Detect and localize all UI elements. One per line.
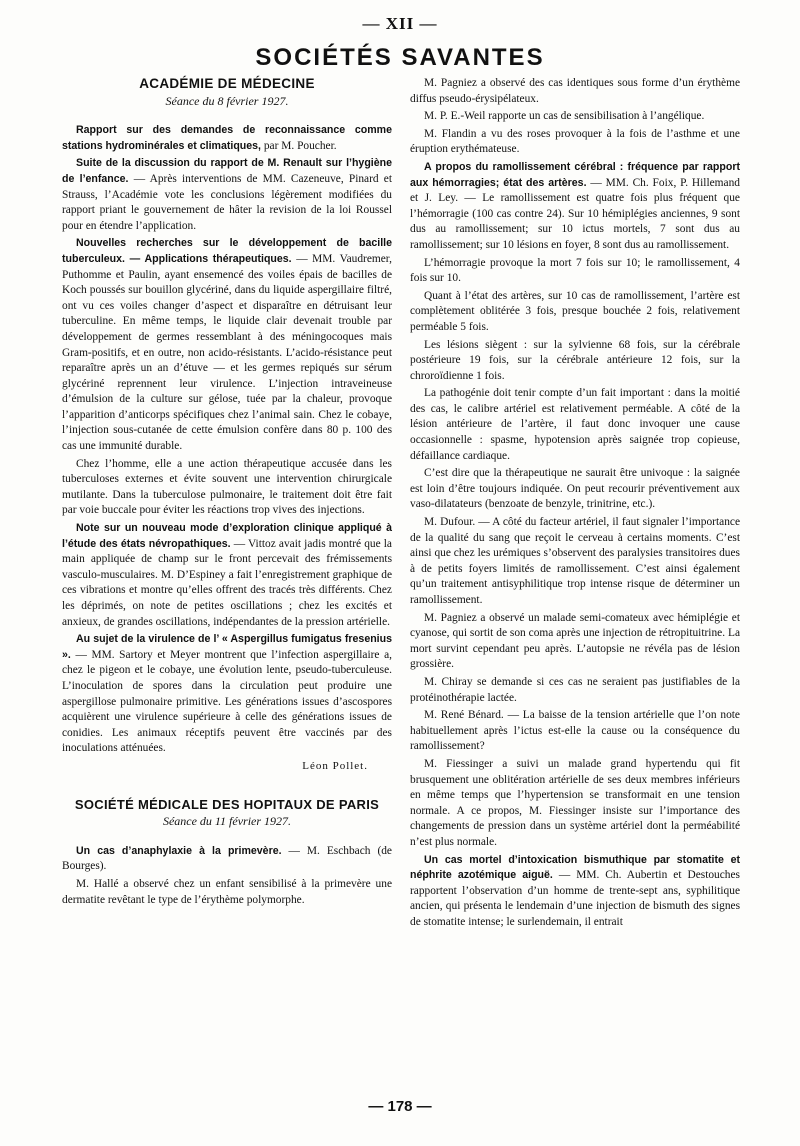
paragraph-heading: A propos du ramollissement cérébral : fréquence par rapport aux hémorragies; état des artères. [410,160,740,189]
paragraph [62,156,392,234]
paragraph: Les lésions siègent : sur la sylvienne 68 fois, sur la cérébrale postérieure 19 fois, sur la cérébrale antérieure 12 fois, sur la chroroïdienne 1 fois. [410,338,740,382]
signature: Léon Pollet. [302,759,368,772]
paragraph [410,853,740,931]
paragraph: M. René Bénard. — La baisse de la tension artérielle que l’on note habituellement après l’ictus est-elle la cause ou la conséquence du ramollissement? [410,709,740,753]
paragraph: M. Fiessinger a suivi un malade grand hypertendu qui fit brusquement une oblitération artérielle de ses deux membres inférieurs en même temps que l’hypertension se transformait en une tension normale. A ce propos, M. Fiessinger insiste sur l’importance des changements de pression dans un système artériel dont la perméabilité n’est plus normale. [410,757,740,848]
paragraph-heading: Nouvelles recherches sur le développement de bacille tuberculeux. — Applications thérapeutiques. [62,237,392,265]
paragraph-heading: Rapport sur des demandes de reconnaissance comme stations hydrominérales et climatiques, [62,124,392,152]
paragraph [62,123,392,154]
page-number-top: — XII — [362,14,438,33]
paragraph-text: M. Hallé a observé chez un enfant sensibilisé à la primevère une dermatite revêtant le type de l’érythème polymorphe. [62,877,392,906]
section-heading-academie: ACADÉMIE DE MÉDECINE [139,76,315,91]
section-heading-hopitaux: SOCIÉTÉ MÉDICALE DES HOPITAUX DE PARIS [74,796,380,812]
paragraph: M. Flandin a vu des roses provoquer à la fois de l’asthme et une éruption erythémateuse. [410,127,740,156]
paragraph-text: — MM. Vaudremer, Puthomme et Paulin, ayant ensemencé des voiles épais de bacilles de Koch poussés sur bouillon glycériné, dans du liquide aspergillaire filtré, ont vu ces voiles changer d’aspect et disparaître en détruisant leur tuberculine. En même temps, le liquide clair devenait trouble par développement de germes ressemblant à des méningocoques mais Gram-positifs, et en outre, non acido-résistants. L’acido-résistance peut reparaître après un an d’étuve — et les germes repiqués sur sérum glycériné reprennent leur virulence. L’injection intraveineuse d’émulsion de la culture sur gélose, tuée par la chaleur, provoque l’apparition d’anticorps spécifiques chez l’animal sain. Chez le cobaye, l’injection sous-cutanée de cette émulsion confère dans 80 p. 100 des cas une immunité durable. [62,252,392,453]
paragraph-text: — Après interventions de MM. Cazeneuve, Pinard et Strauss, l’Académie vote les conclusions légèrement modifiées du rapport priant le gouvernement de hâter la revision de la loi Roussel pour en étendre l’application. [62,172,392,232]
paragraph: M. Pagniez a observé des cas identiques sous forme d’un érythème diffus pseudo-érysipélateux. [410,77,740,105]
paragraph-heading: Suite de la discussion du rapport de M. Renault sur l’hygiène de l’enfance. [62,157,392,185]
paragraph-text: par M. Poucher. [261,139,337,152]
paragraph-text: — MM. Ch. Foix, P. Hillemand et J. Ley. — Le ramollissement est quatre fois plus fréquent que l’hémorragie (100 cas contre 24). Sur 10 hémiplégies anciennes, 9 sont dus au ramollissement; sur 10 ictus mortels, 7 sont dus au ramollissement; sur 10 lésions en foyer, 8 sont dus au ramollissement. [410,176,740,251]
left-column [62,76,392,910]
paragraph-heading: Au sujet de la virulence de l’ « Aspergillus fumigatus fresenius ». [62,633,392,661]
paragraph [62,844,392,875]
page-title: SOCIÉTÉS SAVANTES [255,44,545,71]
paragraph-text: Chez l’homme, elle a une action thérapeutique accusée dans les tuberculoses externes et évite souvent une intervention chirurgicale mutilante. Dans la tuberculose pulmonaire, le traitement doit être fait par voie buccale pour éviter les réactions trop vives des injections. [62,457,392,517]
paragraph: M. P. E.-Weil rapporte un cas de sensibilisation à l’angélique. [424,110,705,123]
paragraph: M. Dufour. — A côté du facteur artériel, il faut signaler l’importance de la qualité du sang que reçoit le cerveau à certains moments. C’est ainsi que chez les urémiques s’observent des paralysies transitoires dues à de petits foyers limités de ramollissement. C’est ainsi également qu’un traitement antisyphilitique trop intense risque de déterminer un ramollissement. [410,516,740,606]
right-column [410,76,740,932]
paragraph [62,521,392,630]
paragraph-heading: Un cas mortel d’intoxication bismuthique par stomatite et néphrite azotémique aiguë. [410,853,740,882]
paragraph: C’est dire que la thérapeutique ne saurait être univoque : la saignée est loin d’être toujours indiquée. On peut recourir préventivement aux vaso-dilatateurs (benzoate de benzyle, trinitrine, etc.). [410,467,740,511]
paragraph: M. Pagniez a observé un malade semi-comateux avec hémiplégie et cyanose, qui sortit de son coma après une injection de rétropituitrine. La mort survint cependant peu après. L’autopsie ne révéla pas de lésion grossière. [410,611,740,671]
paragraph [62,877,392,908]
session-date: Séance du 11 février 1927. [162,814,292,829]
paragraph: La pathogénie doit tenir compte d’un fait important : dans la moitié des cas, le calibre artériel est relativement perméable. A côté de la lésion antérieure de l’artère, il faut donc invoquer une cause occasionnelle : spasme, hypotension après saignée trop copieuse, défaillance cardiaque. [410,387,740,462]
paragraph-heading: Un cas d’anaphylaxie à la primevère. [76,844,282,857]
paragraph-text: — MM. Sartory et Meyer montrent que l’infection aspergillaire a, chez le pigeon et le cobaye, une évolution lente, pseudo-tuberculeuse. L’inoculation de spores dans la circulation peut produire une aspergillose pulmonaire primitive. Les générations issues d’ascospores acquièrent une virulence supérieure à celle des générations issues de conidies. Les animaux réceptifs peuvent être vaccinés par des inoculations atténuées. [62,648,392,755]
paragraph [62,236,392,454]
paragraph [62,457,392,519]
paragraph: M. Chiray se demande si ces cas ne seraient pas justifiables de la protéinothérapie lactée. [410,675,740,704]
page-number-bottom: — 178 — [368,1098,432,1115]
paragraph-text: — M. Eschbach (de Bourges). [62,844,392,873]
paragraph: Quant à l’état des artères, sur 10 cas de ramollissement, l’artère est complètement oblitérée 3 fois, presque bouchée 2 fois, relativement perméable 5 fois. [410,289,740,333]
paragraph-text: — MM. Ch. Aubertin et Destouches rapportent l’observation d’un homme de trente-sept ans, syphilitique ancien, qui présenta le lendemain d’une injection de bismuth des signes de stomatite intense; le surlendemain, il entrait [410,869,740,928]
session-date: Séance du 8 février 1927. [165,93,289,108]
paragraph [410,160,740,254]
paragraph: L’hémorragie provoque la mort 7 fois sur 10; le ramollissement, 4 fois sur 10. [410,256,740,285]
paragraph-heading: Note sur un nouveau mode d’exploration clinique appliqué à l’étude des états névropathiques. [62,522,392,550]
paragraph [62,632,392,757]
paragraph-text: — Vittoz avait jadis montré que la main appliquée de champ sur le front percevait des frémissements vasculo-musculaires. M. D’Espiney a fait l’enregistrement graphique de ces vibrations et montre qu’elles offrent des tracés très différents. Chez les déprimés, on note de petites oscillations ; chez les excités et anxieux, de grandes oscillations, indépendantes de la pression artérielle. [62,537,392,628]
